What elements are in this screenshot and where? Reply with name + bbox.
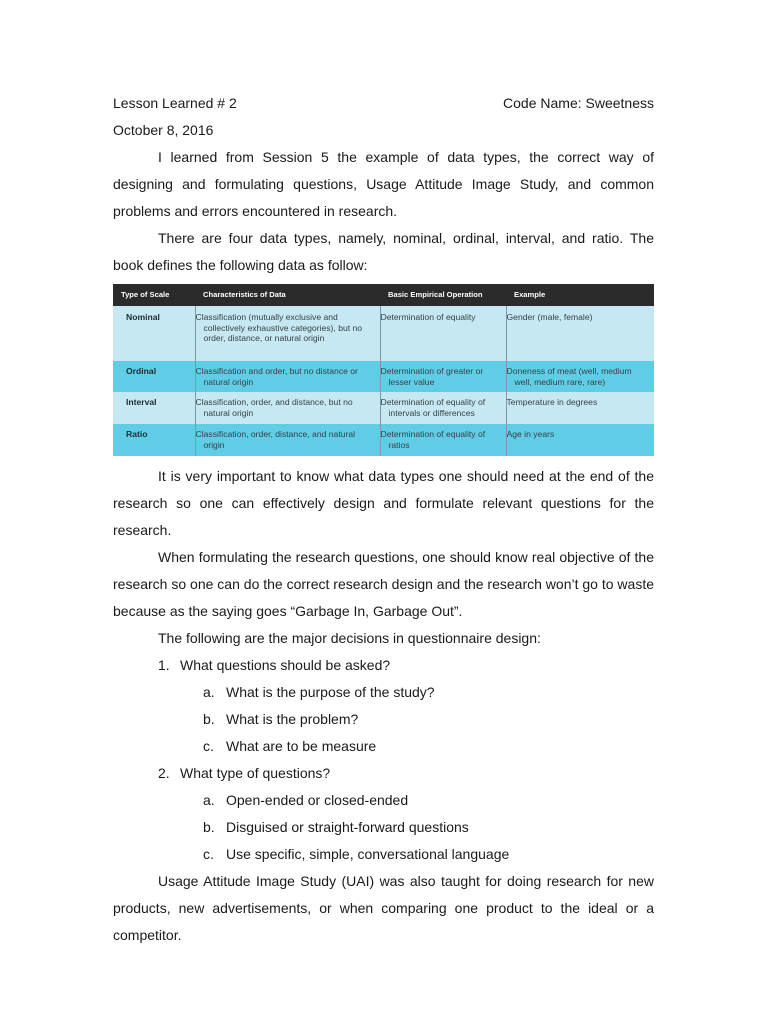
scale-table-figure bbox=[113, 284, 654, 456]
paragraph-data-types: There are four data types, namely, nominal, ordinal, interval, and ratio. The book defines the following data as follow: bbox=[113, 230, 654, 273]
table-cell: Classification and order, but no distance or natural origin bbox=[195, 361, 380, 392]
sub-list-letter: c. bbox=[203, 846, 214, 862]
table-row bbox=[113, 306, 654, 361]
sub-list-letter: b. bbox=[203, 711, 215, 727]
paragraph-importance: It is very important to know what data types one should need at the end of the research so one can effectively design and formulate relevant questions for the research. bbox=[113, 468, 654, 538]
document-date: October 8, 2016 bbox=[113, 122, 214, 138]
scale-table bbox=[113, 284, 654, 456]
table-cell: Classification (mutually exclusive and collectively exhaustive categories), but no order, distance, or natural origin bbox=[195, 306, 380, 361]
sub-list-letter: b. bbox=[203, 819, 215, 835]
sub-list-item bbox=[113, 787, 654, 814]
table-header-cell: Basic Empirical Operation bbox=[380, 284, 506, 306]
sub-list-item bbox=[113, 814, 654, 841]
table-cell: Age in years bbox=[506, 424, 654, 456]
sub-list-item bbox=[113, 679, 654, 706]
list-item bbox=[113, 652, 654, 679]
sub-list-item bbox=[113, 706, 654, 733]
table-cell: Temperature in degrees bbox=[506, 392, 654, 424]
table-cell: Classification, order, and distance, but no natural origin bbox=[195, 392, 380, 424]
sub-list-item bbox=[113, 733, 654, 760]
sub-list-text: Open-ended or closed-ended bbox=[226, 792, 409, 808]
table-row bbox=[113, 392, 654, 424]
document-page bbox=[113, 90, 654, 949]
table-cell: Doneness of meat (well, medium well, medium rare, rare) bbox=[506, 361, 654, 392]
document-header bbox=[113, 90, 654, 117]
paragraph-objective: When formulating the research questions, one should know real objective of the research so one can do the correct research design and the research won’t go to waste because as the saying goes “Garbage In, Garbage Out”. bbox=[113, 549, 654, 619]
sub-list-text: What are to be measure bbox=[226, 738, 377, 754]
table-cell: Ratio bbox=[113, 424, 195, 456]
table-cell: Classification, order, distance, and natural origin bbox=[195, 424, 380, 456]
sub-list-letter: a. bbox=[203, 792, 215, 808]
paragraph-intro: I learned from Session 5 the example of data types, the correct way of designing and formulating questions, Usage Attitude Image Study, and common problems and errors encountered in research. bbox=[113, 149, 654, 219]
table-cell: Ordinal bbox=[113, 361, 195, 392]
sub-list-text: What is the problem? bbox=[226, 711, 359, 727]
table-header-cell: Characteristics of Data bbox=[195, 284, 380, 306]
sub-list-text: Use specific, simple, conversational language bbox=[226, 846, 510, 862]
sub-list-text: What is the purpose of the study? bbox=[226, 684, 435, 700]
sub-list-item bbox=[113, 841, 654, 868]
table-cell: Interval bbox=[113, 392, 195, 424]
sub-list-text: Disguised or straight-forward questions bbox=[226, 819, 469, 835]
paragraph-decisions-intro: The following are the major decisions in questionnaire design: bbox=[158, 630, 541, 646]
sub-list-letter: a. bbox=[203, 684, 215, 700]
table-header-cell: Type of Scale bbox=[113, 284, 195, 306]
list-text: What type of questions? bbox=[180, 765, 331, 781]
table-row bbox=[113, 361, 654, 392]
lesson-title: Lesson Learned # 2 bbox=[113, 95, 237, 111]
table-cell: Gender (male, female) bbox=[506, 306, 654, 361]
code-name: Code Name: Sweetness bbox=[503, 95, 654, 111]
paragraph-uai: Usage Attitude Image Study (UAI) was also taught for doing research for new products, new advertisements, or when comparing one product to the ideal or a competitor. bbox=[113, 873, 654, 943]
sub-list-letter: c. bbox=[203, 738, 214, 754]
table-cell: Nominal bbox=[113, 306, 195, 361]
list-number: 2. bbox=[158, 765, 170, 781]
table-cell: Determination of greater or lesser value bbox=[380, 361, 506, 392]
table-header-row bbox=[113, 284, 654, 306]
decision-list bbox=[113, 652, 654, 868]
table-cell: Determination of equality bbox=[380, 306, 506, 361]
table-row bbox=[113, 424, 654, 456]
list-text: What questions should be asked? bbox=[180, 657, 391, 673]
list-number: 1. bbox=[158, 657, 170, 673]
table-cell: Determination of equality of ratios bbox=[380, 424, 506, 456]
table-header-cell: Example bbox=[506, 284, 654, 306]
table-cell: Determination of equality of intervals or differences bbox=[380, 392, 506, 424]
list-item bbox=[113, 760, 654, 787]
